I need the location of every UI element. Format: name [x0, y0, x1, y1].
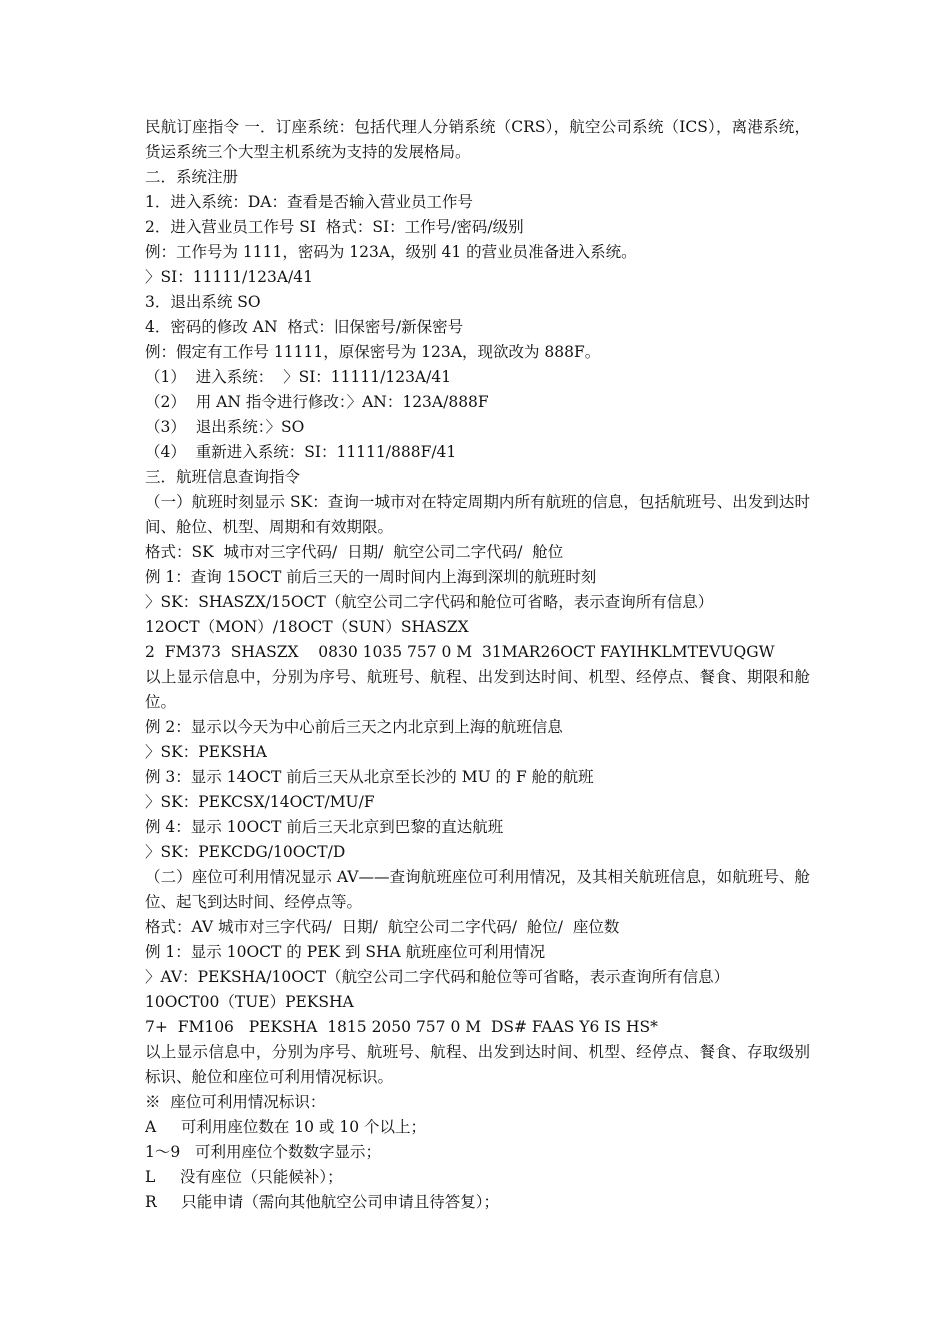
text-line: 〉SK：PEKCDG/10OCT/D	[145, 843, 346, 861]
text-line: L 没有座位（只能候补）；	[145, 1168, 343, 1186]
text-line: 〉SK：SHASZX/15OCT（航空公司二字代码和舱位可省略，表示查询所有信息）	[145, 593, 714, 611]
text-line: 例 1：显示 10OCT 的 PEK 到 SHA 航班座位可利用情况	[145, 943, 546, 961]
text-paragraph: 民航订座指令 一．订座系统：包括代理人分销系统（CRS），航空公司系统（ICS），离港系统，货运系统三个大型主机系统为支持的发展格局。	[145, 118, 810, 161]
text-line: 二．系统注册	[145, 168, 239, 186]
text-line: 3．退出系统 SO	[145, 293, 261, 311]
text-line: 格式：SK 城市对三字代码/ 日期/ 航空公司二字代码/ 舱位	[145, 543, 564, 561]
text-line: 〉SK：PEKCSX/14OCT/MU/F	[145, 793, 375, 811]
text-line: 12OCT（MON）/18OCT（SUN）SHASZX	[145, 618, 469, 636]
text-paragraph: （一）航班时刻显示 SK：查询一城市对在特定周期内所有航班的信息，包括航班号、出发到达时间、舱位、机型、周期和有效期限。	[145, 493, 810, 536]
text-line: 格式：AV 城市对三字代码/ 日期/ 航空公司二字代码/ 舱位/ 座位数	[145, 918, 620, 936]
text-line: 例：假定有工作号 11111，原保密号为 123A，现欲改为 888F。	[145, 343, 601, 361]
text-line: 〉AV：PEKSHA/10OCT（航空公司二字代码和舱位等可省略，表示查询所有信息）	[145, 968, 730, 986]
text-paragraph: （二）座位可利用情况显示 AV——查询航班座位可利用情况，及其相关航班信息，如航班号、舱位、起飞到达时间、经停点等。	[145, 868, 810, 911]
text-line: A 可利用座位数在 10 或 10 个以上；	[145, 1118, 426, 1136]
text-line: 〉SI：11111/123A/41	[145, 268, 313, 286]
text-line: 7+ FM106 PEKSHA 1815 2050 757 0 M DS# FAAS Y6 IS HS*	[145, 1018, 658, 1036]
text-line: 三．航班信息查询指令	[145, 468, 301, 486]
text-line: 4．密码的修改 AN 格式：旧保密号/新保密号	[145, 318, 464, 336]
text-line: 例 4：显示 10OCT 前后三天北京到巴黎的直达航班	[145, 818, 504, 836]
text-line: 1．进入系统：DA：查看是否输入营业员工作号	[145, 193, 473, 211]
text-line: 例 2：显示以今天为中心前后三天之内北京到上海的航班信息	[145, 718, 563, 736]
text-line: （3） 退出系统：〉SO	[145, 418, 305, 436]
text-line: （2） 用 AN 指令进行修改：〉AN：123A/888F	[145, 393, 489, 411]
text-paragraph: 以上显示信息中，分别为序号、航班号、航程、出发到达时间、机型、经停点、餐食、期限和舱位。	[145, 668, 810, 711]
text-line: R 只能申请（需向其他航空公司申请且待答复）；	[145, 1193, 500, 1211]
text-line: 例 1：查询 15OCT 前后三天的一周时间内上海到深圳的航班时刻	[145, 568, 597, 586]
document-page	[145, 115, 810, 1215]
text-paragraph: 以上显示信息中，分别为序号、航班号、航程、出发到达时间、机型、经停点、餐食、存取级别标识、舱位和座位可利用情况标识。	[145, 1043, 810, 1086]
text-line: 2．进入营业员工作号 SI 格式：SI：工作号/密码/级别	[145, 218, 524, 236]
text-line: 〉SK：PEKSHA	[145, 743, 267, 761]
text-line: （1） 进入系统： 〉SI：11111/123A/41	[145, 368, 452, 386]
text-line: 例 3：显示 14OCT 前后三天从北京至长沙的 MU 的 F 舱的航班	[145, 768, 594, 786]
text-line: 10OCT00（TUE）PEKSHA	[145, 993, 354, 1011]
text-line: （4） 重新进入系统：SI：11111/888F/41	[145, 443, 457, 461]
text-line: ※ 座位可利用情况标识：	[145, 1093, 326, 1111]
text-line: 例：工作号为 1111，密码为 123A，级别 41 的营业员准备进入系统。	[145, 243, 637, 261]
text-line: 1～9 可利用座位个数数字显示；	[145, 1143, 382, 1161]
text-line: 2 FM373 SHASZX 0830 1035 757 0 M 31MAR26OCT FAYIHKLMTEVUQGW	[145, 643, 775, 661]
